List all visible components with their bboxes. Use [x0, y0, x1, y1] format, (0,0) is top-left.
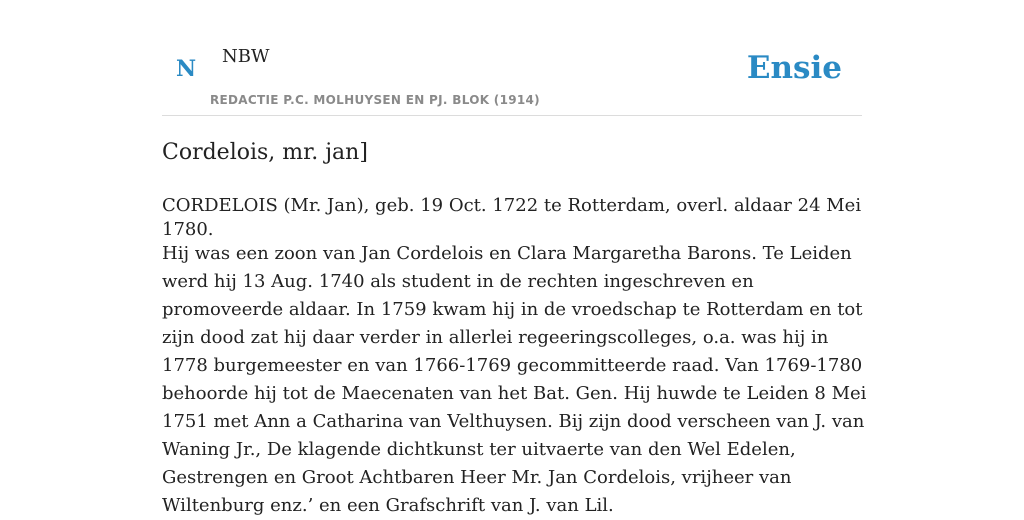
source-editors: REDACTIE P.C. MOLHUYSEN EN PJ. BLOK (1914): [210, 93, 540, 107]
source-logo-icon: N: [176, 56, 197, 82]
source-header: [162, 40, 862, 116]
ensie-logo-link[interactable]: Ensie: [746, 50, 842, 86]
source-name[interactable]: NBW: [222, 46, 270, 67]
article-title: Cordelois, mr. jan]: [162, 140, 368, 165]
article-lead: CORDELOIS (Mr. Jan), geb. 19 Oct. 1722 te Rotterdam, overl. aldaar 24 Mei 1780.: [162, 195, 862, 240]
article-body: Hij was een zoon van Jan Cordelois en Clara Margaretha Barons. Te Leiden werd hij 13 Aug. 1740 als student in de rechten ingeschreven en promoveerde aldaar. In 1759 kwam hij in de vroedschap te Rotterdam en tot zijn dood zat hij daar verder in allerlei regeeringscolleges, o.a. was hij in 1778 burgemeester en van 1766-1769 gecommitteerde raad. Van 1769-1780 behoorde hij tot de Maecenaten van het Bat. Gen. Hij huwde te Leiden 8 Mei 1751 met Ann a Catharina van Velthuysen. Bij zijn dood verscheen van J. van Waning Jr., De klagende dichtkunst ter uitvaerte van den Wel Edelen, Gestrengen en Groot Achtbaren Heer Mr. Jan Cordelois, vrijheer van Wiltenburg enz.’ en een Grafschrift van J. van Lil.: [162, 243, 867, 516]
